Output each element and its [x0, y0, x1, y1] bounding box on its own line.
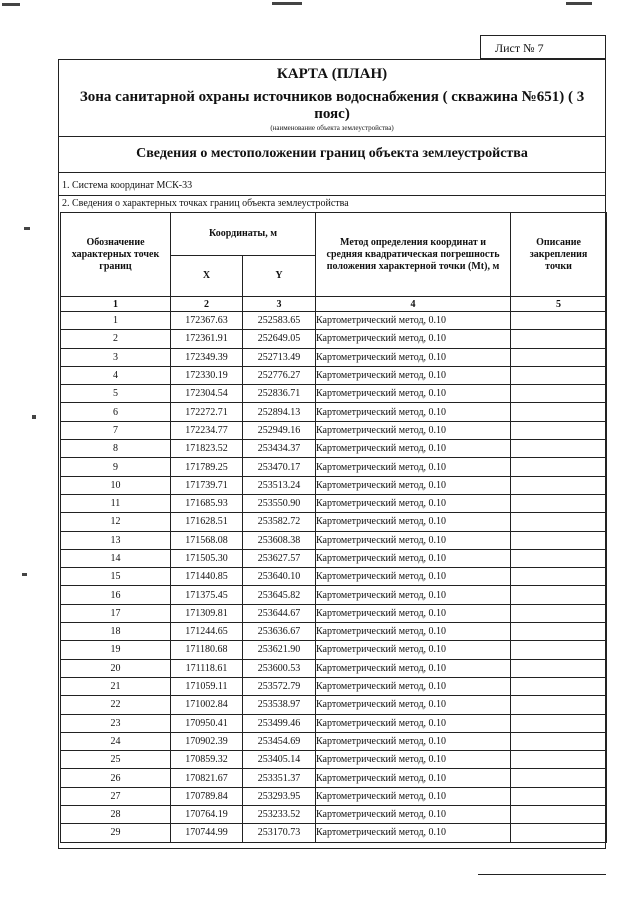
- document-subtitle: Зона санитарной охраны источников водоснабжения ( скважина №651) ( 3 пояс): [79, 89, 585, 122]
- description-cell: [511, 494, 607, 512]
- description-cell: [511, 732, 607, 750]
- point-number-cell: 27: [61, 787, 171, 805]
- table-row: [61, 458, 607, 476]
- signature-line: [478, 874, 606, 875]
- point-number-cell: 12: [61, 513, 171, 531]
- description-cell: [511, 824, 607, 842]
- description-cell: [511, 623, 607, 641]
- column-number: 1: [61, 297, 171, 312]
- table-row: [61, 769, 607, 787]
- point-number-cell: 11: [61, 494, 171, 512]
- point-number-cell: 23: [61, 714, 171, 732]
- point-number-cell: 4: [61, 366, 171, 384]
- description-cell: [511, 806, 607, 824]
- method-cell: Картометрический метод, 0.10: [316, 714, 511, 732]
- coord-x-cell: 172361.91: [171, 330, 243, 348]
- table-row: [61, 659, 607, 677]
- method-cell: Картометрический метод, 0.10: [316, 696, 511, 714]
- method-cell: Картометрический метод, 0.10: [316, 476, 511, 494]
- table-row: [61, 641, 607, 659]
- point-number-cell: 17: [61, 604, 171, 622]
- method-cell: Картометрический метод, 0.10: [316, 568, 511, 586]
- point-number-cell: 25: [61, 751, 171, 769]
- description-cell: [511, 348, 607, 366]
- description-cell: [511, 787, 607, 805]
- coord-y-cell: 253470.17: [243, 458, 316, 476]
- table-row: [61, 806, 607, 824]
- coord-x-cell: 172330.19: [171, 366, 243, 384]
- point-number-cell: 9: [61, 458, 171, 476]
- coord-y-cell: 252713.49: [243, 348, 316, 366]
- coord-x-cell: 172304.54: [171, 385, 243, 403]
- coord-x-cell: 170902.39: [171, 732, 243, 750]
- points-table: [60, 212, 607, 843]
- coord-y-cell: 253608.38: [243, 531, 316, 549]
- description-cell: [511, 476, 607, 494]
- method-cell: Картометрический метод, 0.10: [316, 494, 511, 512]
- point-number-cell: 28: [61, 806, 171, 824]
- table-row: [61, 330, 607, 348]
- coord-y-cell: 253454.69: [243, 732, 316, 750]
- coord-x-cell: 170950.41: [171, 714, 243, 732]
- table-row: [61, 494, 607, 512]
- table-row: [61, 531, 607, 549]
- scan-mark-left-2: [32, 415, 36, 419]
- description-cell: [511, 385, 607, 403]
- coord-y-cell: 253434.37: [243, 440, 316, 458]
- description-cell: [511, 659, 607, 677]
- description-cell: [511, 751, 607, 769]
- method-cell: Картометрический метод, 0.10: [316, 732, 511, 750]
- header-method: Метод определения координат и средняя квадратическая погрешность положения характерной точки (Mt), м: [316, 213, 511, 297]
- table-row: [61, 513, 607, 531]
- method-cell: Картометрический метод, 0.10: [316, 604, 511, 622]
- method-cell: Картометрический метод, 0.10: [316, 348, 511, 366]
- column-number: 2: [171, 297, 243, 312]
- table-row: [61, 751, 607, 769]
- coord-y-cell: 253538.97: [243, 696, 316, 714]
- table-row: [61, 586, 607, 604]
- description-cell: [511, 696, 607, 714]
- coord-y-cell: 253640.10: [243, 568, 316, 586]
- method-cell: Картометрический метод, 0.10: [316, 330, 511, 348]
- table-row: [61, 403, 607, 421]
- table-row: [61, 732, 607, 750]
- method-cell: Картометрический метод, 0.10: [316, 421, 511, 439]
- coord-y-cell: 253233.52: [243, 806, 316, 824]
- coord-x-cell: 170744.99: [171, 824, 243, 842]
- coord-y-cell: 253621.90: [243, 641, 316, 659]
- point-number-cell: 15: [61, 568, 171, 586]
- point-number-cell: 7: [61, 421, 171, 439]
- coord-x-cell: 171002.84: [171, 696, 243, 714]
- coord-x-cell: 171309.81: [171, 604, 243, 622]
- table-row: [61, 623, 607, 641]
- method-cell: Картометрический метод, 0.10: [316, 806, 511, 824]
- coord-y-cell: 253644.67: [243, 604, 316, 622]
- method-cell: Картометрический метод, 0.10: [316, 513, 511, 531]
- method-cell: Картометрический метод, 0.10: [316, 586, 511, 604]
- coord-y-cell: 253499.46: [243, 714, 316, 732]
- coord-y-cell: 253293.95: [243, 787, 316, 805]
- description-cell: [511, 440, 607, 458]
- description-cell: [511, 549, 607, 567]
- sheet-number: Лист № 7: [480, 35, 606, 59]
- point-number-cell: 2: [61, 330, 171, 348]
- table-row: [61, 366, 607, 384]
- column-numbers-row: [61, 297, 607, 312]
- coord-x-cell: 170859.32: [171, 751, 243, 769]
- column-number: 5: [511, 297, 607, 312]
- coord-x-cell: 172272.71: [171, 403, 243, 421]
- table-row: [61, 714, 607, 732]
- method-cell: Картометрический метод, 0.10: [316, 440, 511, 458]
- method-cell: Картометрический метод, 0.10: [316, 531, 511, 549]
- description-cell: [511, 677, 607, 695]
- coord-x-cell: 170789.84: [171, 787, 243, 805]
- points-heading: 2. Сведения о характерных точках границ объекта землеустройства: [62, 198, 349, 209]
- method-cell: Картометрический метод, 0.10: [316, 458, 511, 476]
- method-cell: Картометрический метод, 0.10: [316, 385, 511, 403]
- coord-x-cell: 172367.63: [171, 312, 243, 330]
- method-cell: Картометрический метод, 0.10: [316, 824, 511, 842]
- coordinate-system: 1. Система координат МСК-33: [62, 180, 193, 191]
- coord-y-cell: 253351.37: [243, 769, 316, 787]
- table-row: [61, 549, 607, 567]
- document-title: КАРТА (ПЛАН): [276, 66, 388, 82]
- coord-x-cell: 170764.19: [171, 806, 243, 824]
- coord-y-cell: 253627.57: [243, 549, 316, 567]
- point-number-cell: 29: [61, 824, 171, 842]
- coord-y-cell: 253550.90: [243, 494, 316, 512]
- point-number-cell: 22: [61, 696, 171, 714]
- coord-x-cell: 171739.71: [171, 476, 243, 494]
- description-cell: [511, 714, 607, 732]
- coord-y-cell: 253513.24: [243, 476, 316, 494]
- coord-x-cell: 170821.67: [171, 769, 243, 787]
- coord-x-cell: 171244.65: [171, 623, 243, 641]
- description-cell: [511, 366, 607, 384]
- point-number-cell: 10: [61, 476, 171, 494]
- coord-x-cell: 171440.85: [171, 568, 243, 586]
- table-row: [61, 696, 607, 714]
- coord-x-cell: 171568.08: [171, 531, 243, 549]
- description-cell: [511, 330, 607, 348]
- header-y: Y: [243, 256, 316, 297]
- description-cell: [511, 568, 607, 586]
- coord-y-cell: 253645.82: [243, 586, 316, 604]
- method-cell: Картометрический метод, 0.10: [316, 623, 511, 641]
- point-number-cell: 1: [61, 312, 171, 330]
- coord-x-cell: 171823.52: [171, 440, 243, 458]
- method-cell: Картометрический метод, 0.10: [316, 403, 511, 421]
- coord-y-cell: 253170.73: [243, 824, 316, 842]
- table-row: [61, 476, 607, 494]
- header-description: Описание закрепления точки: [511, 213, 607, 297]
- point-number-cell: 16: [61, 586, 171, 604]
- description-cell: [511, 586, 607, 604]
- point-number-cell: 19: [61, 641, 171, 659]
- table-row: [61, 568, 607, 586]
- coord-y-cell: 253582.72: [243, 513, 316, 531]
- table-row: [61, 787, 607, 805]
- point-number-cell: 5: [61, 385, 171, 403]
- coord-y-cell: 252894.13: [243, 403, 316, 421]
- scan-mark-left-1: [24, 227, 30, 230]
- description-cell: [511, 641, 607, 659]
- header-x: X: [171, 256, 243, 297]
- coord-x-cell: 171505.30: [171, 549, 243, 567]
- scan-mark-left-3: [22, 573, 27, 576]
- point-number-cell: 6: [61, 403, 171, 421]
- description-cell: [511, 531, 607, 549]
- coord-x-cell: 172234.77: [171, 421, 243, 439]
- section-title: Сведения о местоположении границ объекта землеустройства: [136, 146, 528, 161]
- coord-x-cell: 171628.51: [171, 513, 243, 531]
- method-cell: Картометрический метод, 0.10: [316, 787, 511, 805]
- method-cell: Картометрический метод, 0.10: [316, 641, 511, 659]
- table-row: [61, 421, 607, 439]
- divider: [58, 172, 606, 173]
- description-cell: [511, 604, 607, 622]
- method-cell: Картометрический метод, 0.10: [316, 769, 511, 787]
- table-row: [61, 677, 607, 695]
- method-cell: Картометрический метод, 0.10: [316, 659, 511, 677]
- scan-mark-top-right: [566, 2, 592, 5]
- coord-x-cell: 171789.25: [171, 458, 243, 476]
- coord-x-cell: 171180.68: [171, 641, 243, 659]
- coord-x-cell: 171059.11: [171, 677, 243, 695]
- description-cell: [511, 403, 607, 421]
- description-cell: [511, 513, 607, 531]
- table-row: [61, 440, 607, 458]
- method-cell: Картометрический метод, 0.10: [316, 312, 511, 330]
- method-cell: Картометрический метод, 0.10: [316, 677, 511, 695]
- coord-y-cell: 252776.27: [243, 366, 316, 384]
- point-number-cell: 26: [61, 769, 171, 787]
- scan-mark-top-left: [2, 3, 20, 6]
- coord-y-cell: 252949.16: [243, 421, 316, 439]
- column-number: 3: [243, 297, 316, 312]
- coord-y-cell: 252836.71: [243, 385, 316, 403]
- description-cell: [511, 458, 607, 476]
- point-number-cell: 13: [61, 531, 171, 549]
- divider: [58, 195, 606, 196]
- coord-x-cell: 171375.45: [171, 586, 243, 604]
- coord-y-cell: 252649.05: [243, 330, 316, 348]
- divider: [58, 136, 606, 137]
- description-cell: [511, 312, 607, 330]
- table-row: [61, 604, 607, 622]
- table-row: [61, 385, 607, 403]
- point-number-cell: 14: [61, 549, 171, 567]
- header-point: Обозначение характерных точек границ: [61, 213, 171, 297]
- point-number-cell: 20: [61, 659, 171, 677]
- header-coords: Координаты, м: [171, 213, 316, 256]
- point-number-cell: 3: [61, 348, 171, 366]
- table-row: [61, 824, 607, 842]
- coord-y-cell: 253405.14: [243, 751, 316, 769]
- coord-x-cell: 172349.39: [171, 348, 243, 366]
- column-number: 4: [316, 297, 511, 312]
- scan-mark-top-center: [272, 2, 302, 5]
- subtitle-caption: (наименование объекта землеустройства): [270, 124, 394, 132]
- method-cell: Картометрический метод, 0.10: [316, 549, 511, 567]
- coord-y-cell: 252583.65: [243, 312, 316, 330]
- point-number-cell: 8: [61, 440, 171, 458]
- point-number-cell: 24: [61, 732, 171, 750]
- point-number-cell: 18: [61, 623, 171, 641]
- description-cell: [511, 769, 607, 787]
- method-cell: Картометрический метод, 0.10: [316, 366, 511, 384]
- coord-y-cell: 253636.67: [243, 623, 316, 641]
- method-cell: Картометрический метод, 0.10: [316, 751, 511, 769]
- coord-x-cell: 171685.93: [171, 494, 243, 512]
- coord-y-cell: 253600.53: [243, 659, 316, 677]
- table-row: [61, 348, 607, 366]
- coord-x-cell: 171118.61: [171, 659, 243, 677]
- coord-y-cell: 253572.79: [243, 677, 316, 695]
- table-row: [61, 312, 607, 330]
- description-cell: [511, 421, 607, 439]
- point-number-cell: 21: [61, 677, 171, 695]
